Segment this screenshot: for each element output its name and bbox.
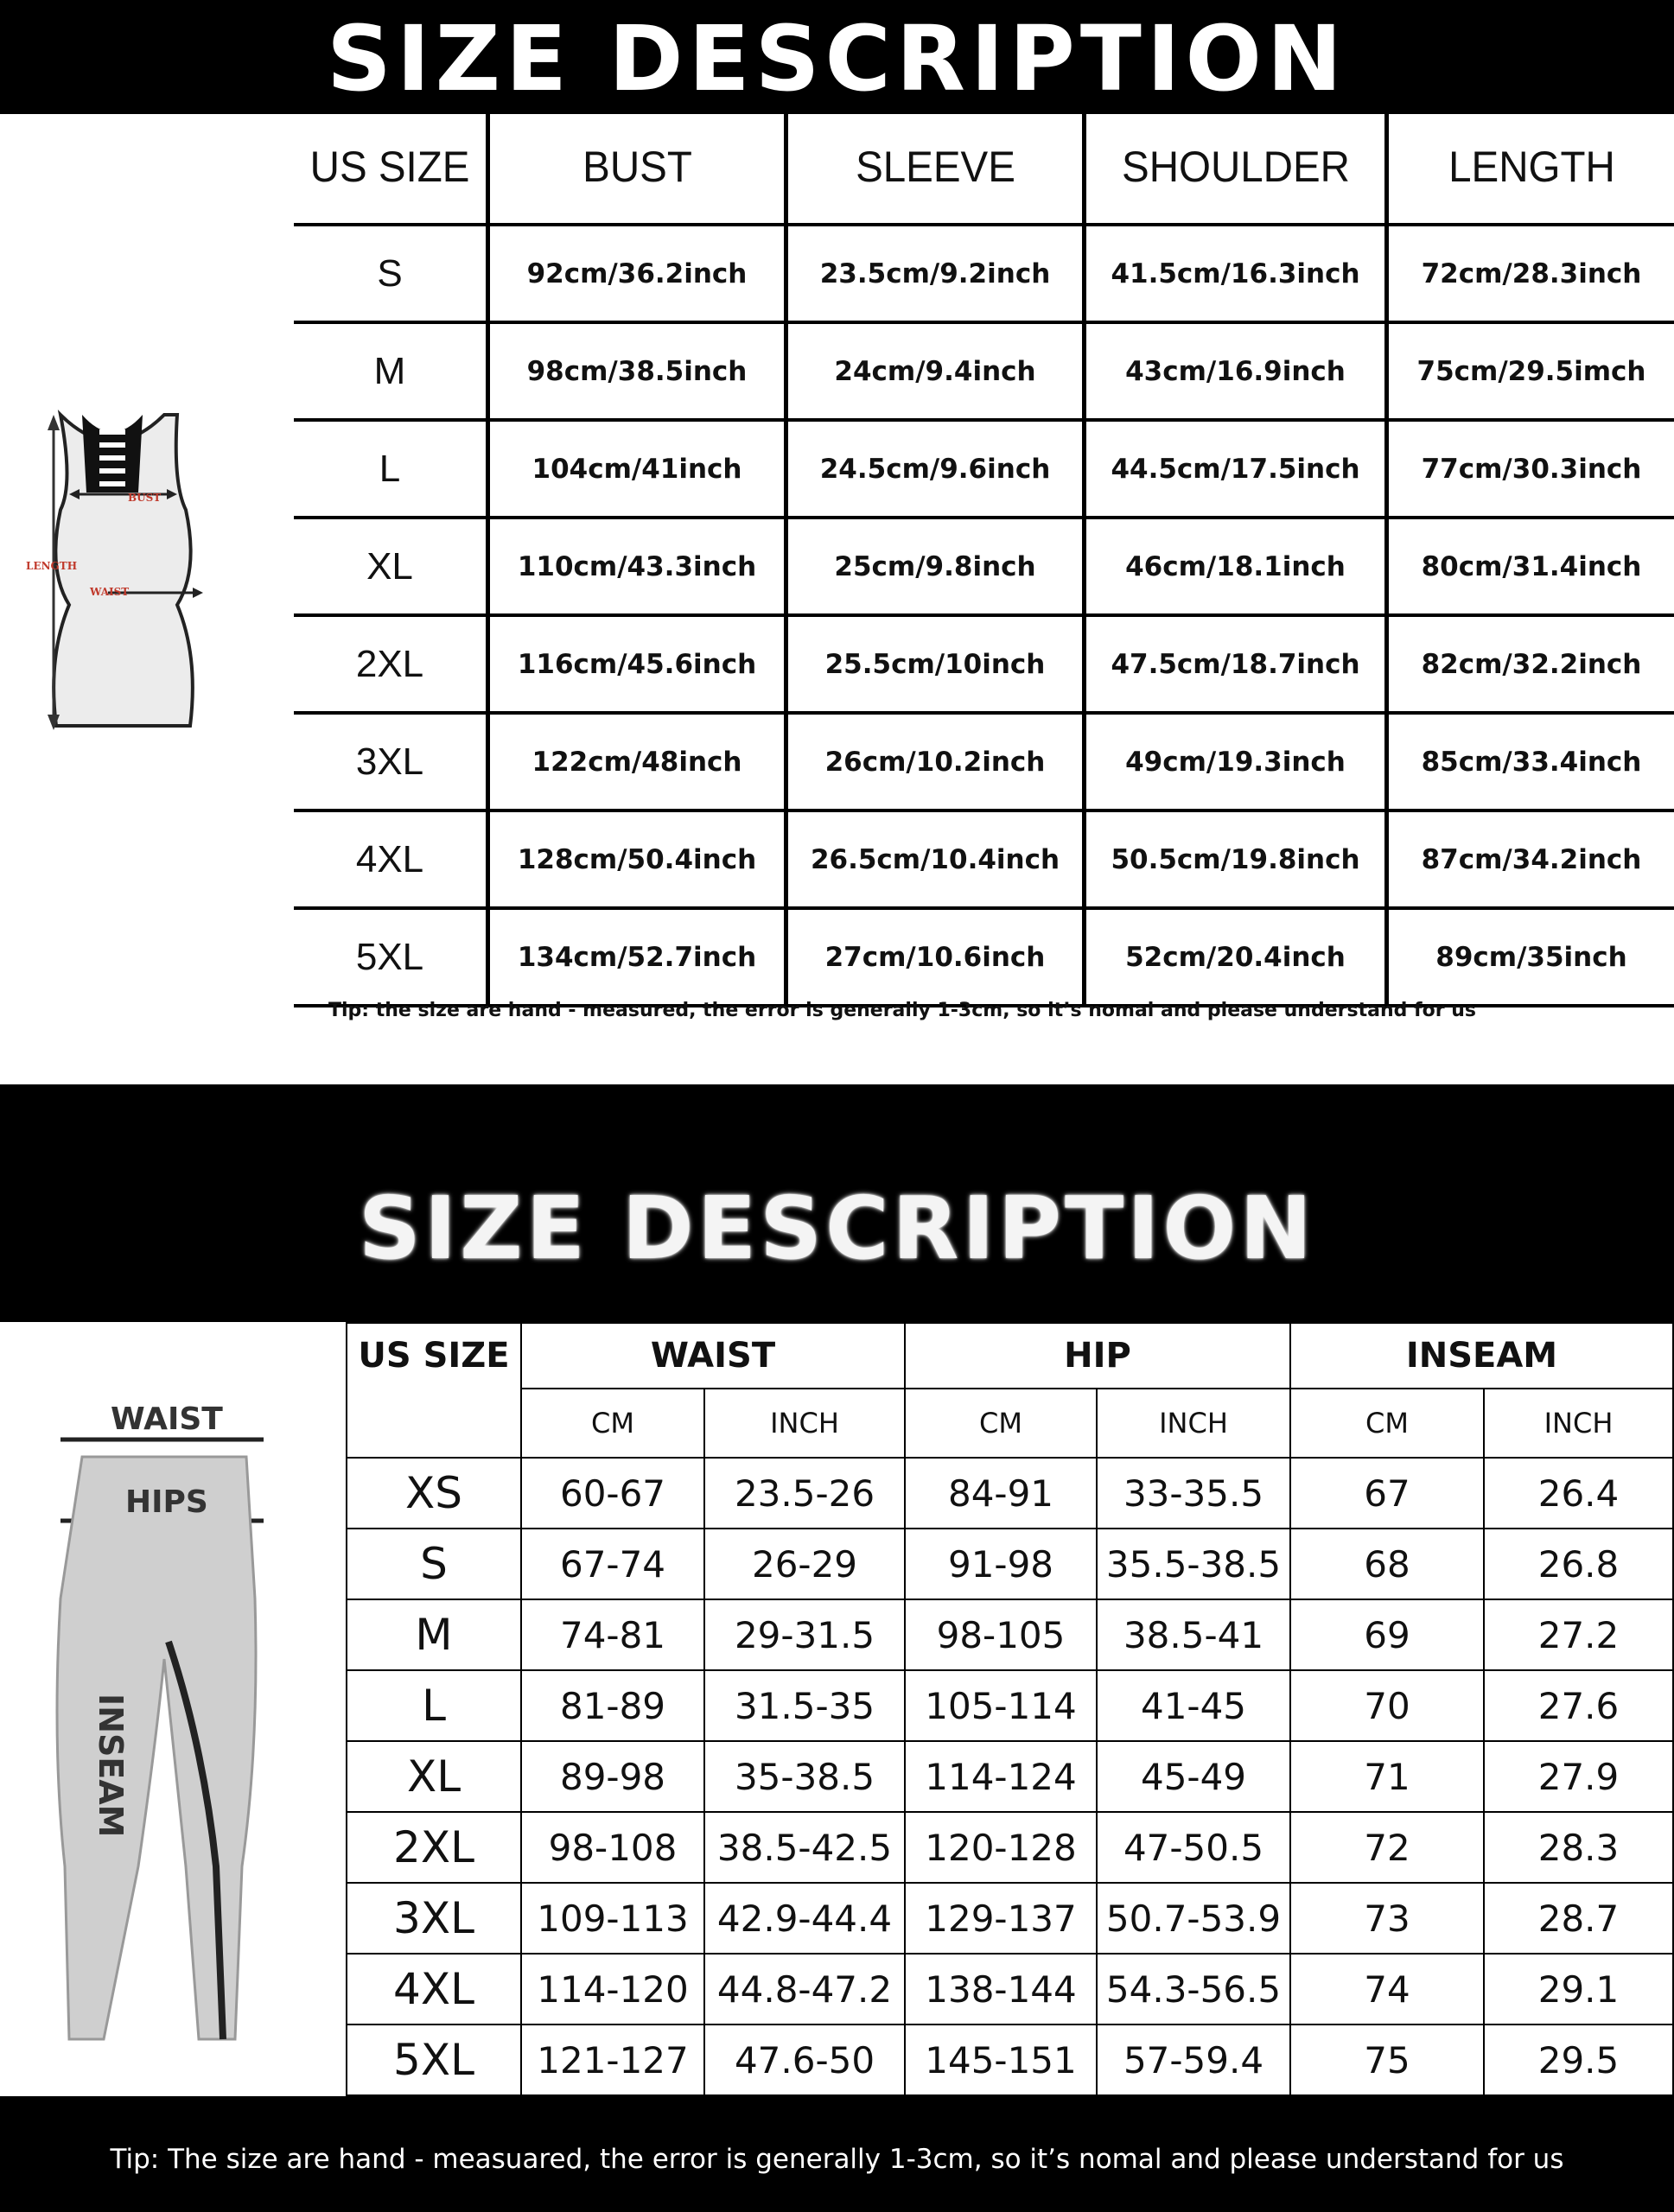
bust-cell: 128cm/50.4inch [488,810,786,908]
table-row [294,908,1674,1006]
header-inseam: INSEAM [1290,1323,1673,1389]
top-section-title: SIZE DESCRIPTION [327,6,1347,111]
hip-cm-cell: 84-91 [905,1458,1097,1529]
table-row [347,1883,1673,1954]
table-row [347,1458,1673,1529]
header-bust: BUST [495,111,779,225]
length-cell: 89cm/35inch [1387,908,1674,1006]
inseam-inch-cell: 26.8 [1484,1529,1673,1599]
table-row [347,1954,1673,2024]
waist-cm-cell: 114-120 [521,1954,704,2024]
bottom-table-group-header-row [347,1323,1673,1389]
header-length: LENGTH [1394,111,1667,225]
sleeve-cell: 24.5cm/9.6inch [786,420,1085,518]
bust-cell: 122cm/48inch [488,713,786,810]
table-row [294,713,1674,810]
unit-header: CM [1290,1389,1484,1458]
size-cell: M [294,322,488,420]
hip-inch-cell: 41-45 [1097,1670,1290,1741]
size-cell: XS [347,1458,521,1529]
shoulder-cell: 49cm/19.3inch [1085,713,1387,810]
inseam-cm-cell: 67 [1290,1458,1484,1529]
sleeve-cell: 26.5cm/10.4inch [786,810,1085,908]
hip-inch-cell: 57-59.4 [1097,2024,1290,2095]
size-cell: L [294,420,488,518]
waist-cm-cell: 121-127 [521,2024,704,2095]
shoulder-cell: 44.5cm/17.5inch [1085,420,1387,518]
waist-cm-cell: 109-113 [521,1883,704,1954]
length-cell: 87cm/34.2inch [1387,810,1674,908]
length-cell: 82cm/32.2inch [1387,615,1674,713]
inseam-cm-cell: 69 [1290,1599,1484,1670]
top-table-header-row [294,111,1674,225]
bust-cell: 104cm/41inch [488,420,786,518]
bust-cell: 110cm/43.3inch [488,518,786,615]
size-cell: 4XL [294,810,488,908]
waist-inch-cell: 31.5-35 [704,1670,905,1741]
waist-inch-cell: 35-38.5 [704,1741,905,1812]
shoulder-cell: 52cm/20.4inch [1085,908,1387,1006]
sleeve-cell: 25cm/9.8inch [786,518,1085,615]
hip-cm-cell: 138-144 [905,1954,1097,2024]
size-cell: 3XL [347,1883,521,1954]
inseam-inch-cell: 28.7 [1484,1883,1673,1954]
waist-inch-cell: 26-29 [704,1529,905,1599]
length-cell: 80cm/31.4inch [1387,518,1674,615]
size-cell: S [294,225,488,322]
size-cell: 3XL [294,713,488,810]
hip-cm-cell: 145-151 [905,2024,1097,2095]
header-us-size: US SIZE [347,1323,521,1458]
size-cell: 2XL [347,1812,521,1883]
inseam-inch-cell: 27.2 [1484,1599,1673,1670]
bottom-size-table [346,1322,1674,2096]
waist-cm-cell: 81-89 [521,1670,704,1741]
hip-inch-cell: 33-35.5 [1097,1458,1290,1529]
inseam-inch-cell: 27.9 [1484,1741,1673,1812]
table-row [347,1812,1673,1883]
table-row [347,1599,1673,1670]
bust-cell: 98cm/38.5inch [488,322,786,420]
sleeve-cell: 26cm/10.2inch [786,713,1085,810]
size-cell: XL [347,1741,521,1812]
shoulder-cell: 47.5cm/18.7inch [1085,615,1387,713]
inseam-cm-cell: 70 [1290,1670,1484,1741]
inseam-cm-cell: 74 [1290,1954,1484,2024]
hip-inch-cell: 54.3-56.5 [1097,1954,1290,2024]
hip-inch-cell: 50.7-53.9 [1097,1883,1290,1954]
inseam-cm-cell: 75 [1290,2024,1484,2095]
top-tip-text: Tip: the size are hand - measured, the error is generally 1-3cm, so it’s nomal and please understand for us [328,1000,1476,1021]
size-cell: 5XL [294,908,488,1006]
shoulder-cell: 50.5cm/19.8inch [1085,810,1387,908]
table-row [347,1741,1673,1812]
waist-inch-cell: 23.5-26 [704,1458,905,1529]
waist-cm-cell: 98-108 [521,1812,704,1883]
size-cell: L [347,1670,521,1741]
table-row [347,1670,1673,1741]
inseam-figure-label: INSEAM [92,1694,130,1838]
waist-inch-cell: 47.6-50 [704,2024,905,2095]
waist-cm-cell: 67-74 [521,1529,704,1599]
size-cell: S [347,1529,521,1599]
bust-cell: 92cm/36.2inch [488,225,786,322]
hip-inch-cell: 35.5-38.5 [1097,1529,1290,1599]
table-row [294,322,1674,420]
hip-cm-cell: 120-128 [905,1812,1097,1883]
bust-label: BUST [128,492,162,504]
inseam-inch-cell: 28.3 [1484,1812,1673,1883]
size-cell: 4XL [347,1954,521,2024]
header-hip: HIP [905,1323,1290,1389]
table-row [294,518,1674,615]
waist-cm-cell: 74-81 [521,1599,704,1670]
hip-inch-cell: 47-50.5 [1097,1812,1290,1883]
waist-label: WAIST [90,586,130,598]
bottom-section-title: SIZE DESCRIPTION [358,1178,1316,1279]
length-cell: 75cm/29.5imch [1387,322,1674,420]
top-size-table [294,111,1674,1007]
header-us-size: US SIZE [299,111,483,225]
table-row [347,1529,1673,1599]
waist-figure-label: WAIST [111,1402,223,1437]
sleeve-cell: 25.5cm/10inch [786,615,1085,713]
unit-header: CM [521,1389,704,1458]
hip-cm-cell: 129-137 [905,1883,1097,1954]
length-cell: 72cm/28.3inch [1387,225,1674,322]
unit-header: INCH [1097,1389,1290,1458]
hip-inch-cell: 45-49 [1097,1741,1290,1812]
waist-cm-cell: 60-67 [521,1458,704,1529]
waist-inch-cell: 44.8-47.2 [704,1954,905,2024]
hip-cm-cell: 105-114 [905,1670,1097,1741]
table-row [294,420,1674,518]
bust-cell: 134cm/52.7inch [488,908,786,1006]
length-label: LENGTH [26,560,78,572]
table-row [294,225,1674,322]
shoulder-cell: 43cm/16.9inch [1085,322,1387,420]
length-cell: 85cm/33.4inch [1387,713,1674,810]
sleeve-cell: 24cm/9.4inch [786,322,1085,420]
hip-cm-cell: 114-124 [905,1741,1097,1812]
inseam-inch-cell: 29.1 [1484,1954,1673,2024]
shoulder-cell: 46cm/18.1inch [1085,518,1387,615]
unit-header: INCH [1484,1389,1673,1458]
sleeve-cell: 23.5cm/9.2inch [786,225,1085,322]
header-shoulder: SHOULDER [1092,111,1379,225]
table-row [294,615,1674,713]
waist-inch-cell: 29-31.5 [704,1599,905,1670]
inseam-inch-cell: 29.5 [1484,2024,1673,2095]
inseam-inch-cell: 27.6 [1484,1670,1673,1741]
inseam-cm-cell: 73 [1290,1883,1484,1954]
unit-header: CM [905,1389,1097,1458]
bottom-table-unit-header-row [347,1389,1673,1458]
inseam-cm-cell: 72 [1290,1812,1484,1883]
inseam-cm-cell: 71 [1290,1741,1484,1812]
inseam-inch-cell: 26.4 [1484,1458,1673,1529]
size-cell: M [347,1599,521,1670]
header-waist: WAIST [521,1323,905,1389]
header-sleeve: SLEEVE [793,111,1077,225]
table-row [347,2024,1673,2095]
shoulder-cell: 41.5cm/16.3inch [1085,225,1387,322]
table-row [294,810,1674,908]
sleeve-cell: 27cm/10.6inch [786,908,1085,1006]
bottom-tip-text: Tip: The size are hand - measuared, the error is generally 1-3cm, so it’s nomal and please understand for us [110,2144,1564,2175]
unit-header: INCH [704,1389,905,1458]
bust-cell: 116cm/45.6inch [488,615,786,713]
hip-inch-cell: 38.5-41 [1097,1599,1290,1670]
hip-cm-cell: 98-105 [905,1599,1097,1670]
size-cell: XL [294,518,488,615]
inseam-cm-cell: 68 [1290,1529,1484,1599]
hip-cm-cell: 91-98 [905,1529,1097,1599]
size-cell: 2XL [294,615,488,713]
waist-inch-cell: 38.5-42.5 [704,1812,905,1883]
waist-cm-cell: 89-98 [521,1741,704,1812]
hips-figure-label: HIPS [125,1484,208,1520]
waist-inch-cell: 42.9-44.4 [704,1883,905,1954]
size-cell: 5XL [347,2024,521,2095]
length-cell: 77cm/30.3inch [1387,420,1674,518]
